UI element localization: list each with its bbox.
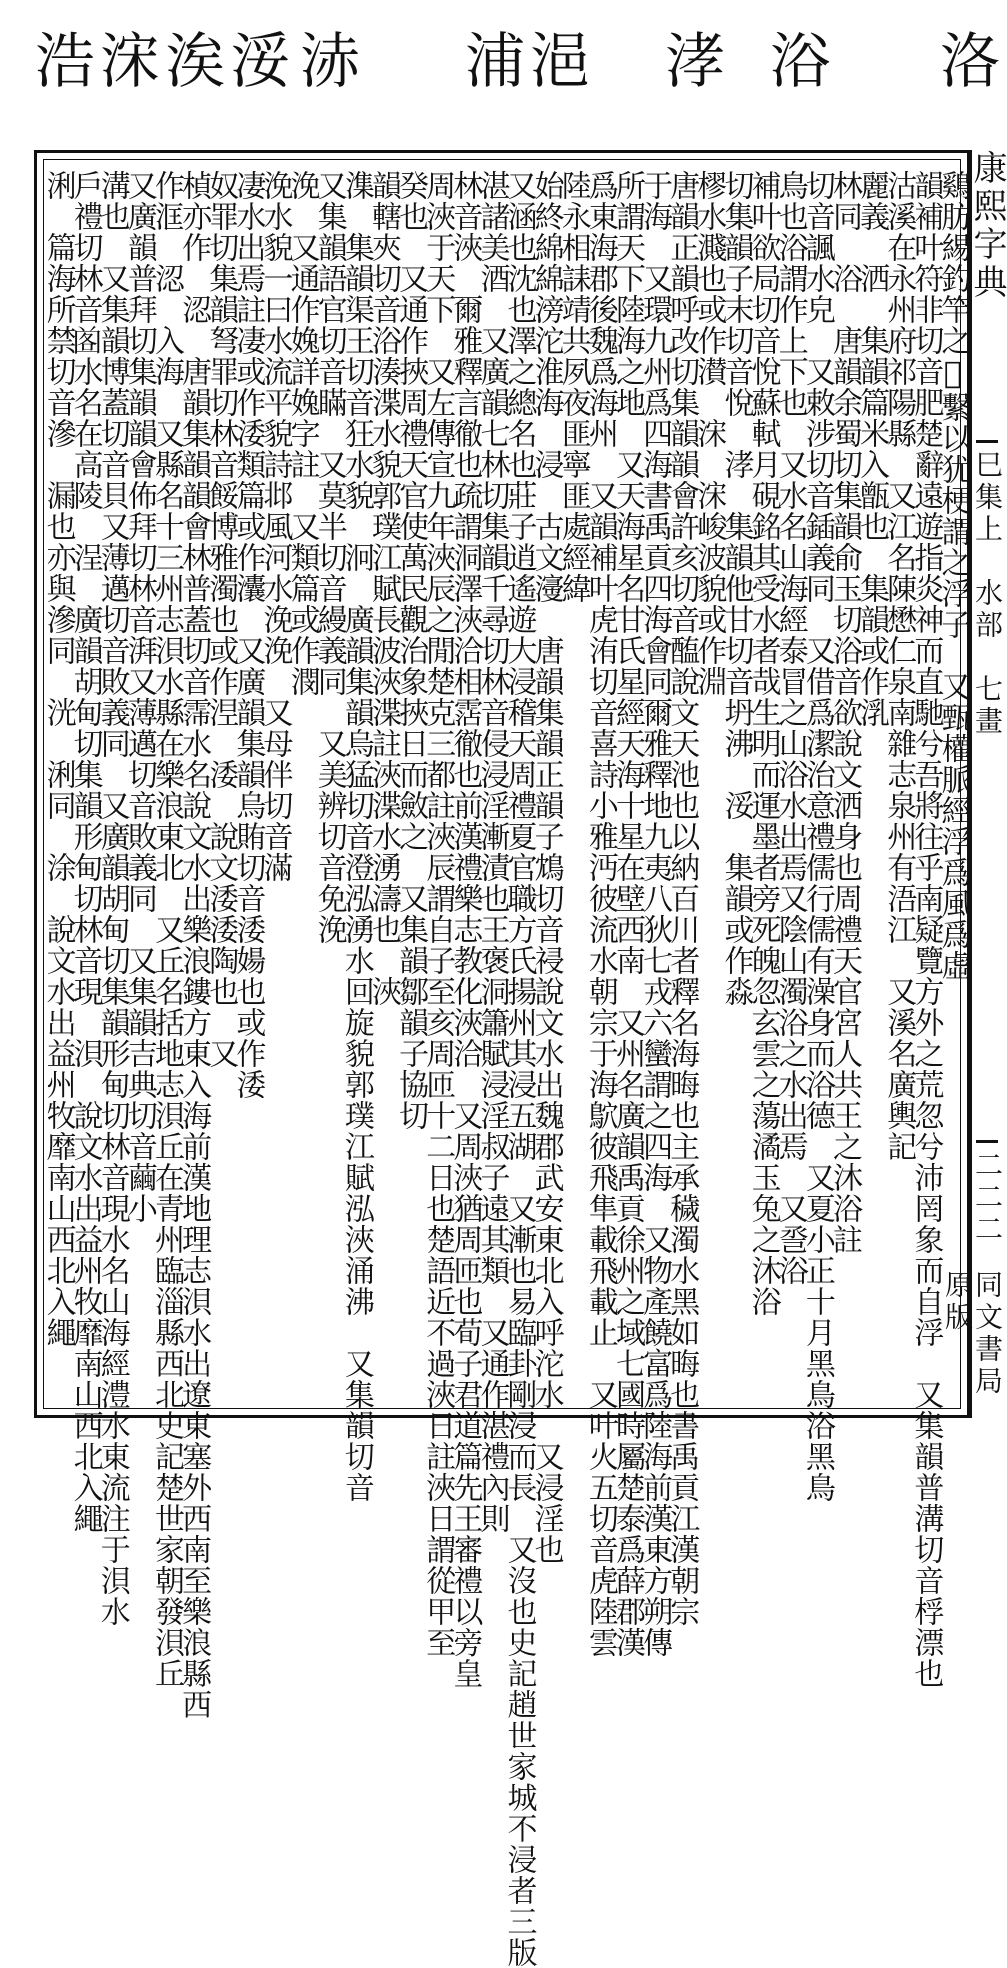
headword-4: 浥 (530, 27, 592, 97)
headword-6: 浾 (300, 27, 362, 97)
text-column: 韻轄夾切音浴湊渫水貌郭璞江賦長波浹渫註浹渫水湧濤也 浹 (365, 170, 401, 1007)
text-column: 鳥也浴謂作上下也 又水名山海經泰冒之山浴水出焉又陰山濁浴之水出焉 又巹浴 (772, 170, 808, 1286)
page-number: 二二二 (971, 1150, 1004, 1246)
text-column: 于海 又環九州爲四海書禹貢四海會同爾雅釋地九夷八狄七戎六蠻謂之四海 又物產饒富爲陸海前漢東方朔傳 (637, 170, 673, 1658)
text-column: 唐韻正韻呼改切集韻韻會許亥切音醢說文天池也以納百川者釋名海晦也主承穢濁水黑如晦也書禹貢江漢朝宗 (664, 170, 700, 1627)
text-frame (34, 150, 971, 1968)
text-column: 凄水出焉註凄或作涹類篇或作灢 又廣韻集韻烏賄切音涹婸也或作涹 (230, 170, 266, 1100)
text-column: 沽溪在永州府祁陽縣 又江名陳懋仁泉南雜志泉州有浯江 又溪名廣輿記 (881, 170, 917, 1162)
sidebar-divider (976, 440, 998, 443)
sidebar-divider (976, 1140, 998, 1143)
text-column: 切音諷水皃 又敕涉切音鍤義同 又借爲潔治意禮儒行儒有澡身而浴德 又夏小正十月黑鳥浴黑鳥 (799, 170, 835, 1503)
text-column: 林音浹 爾雅釋言徹也疏謂洞澤浹洽相霑徹也前漢禮樂志教化浹洽 又周浹猶周匝也荀子君道篇先王審禮以旁皇 (447, 170, 483, 1689)
headword-8: 涘 (165, 27, 227, 97)
text-column: 始終綿綿滂沱淮海 浸 古文濅 唐韻集韻正韻子鴆切音祲說文水出魏郡武安東北入呼沱水 又浸淫也 (528, 170, 564, 1565)
section-label: 巳集上 水部 七畫 (971, 450, 1004, 738)
text-column: 潗 集韻渠王切音狂水貌 泂 廣韻集韻烏猛切音澄泓湧水回旋貌郭璞江賦泓浹涌沸 又集韻切音 (338, 170, 374, 1503)
headword-9: 浨 (100, 27, 162, 97)
text-column: 所謂天下陸海之地 又天海星名甘氏星經天海十星在壁西南 又州名廣韻禹貢徐州之域七國時屬楚泰爲薛郡漢 (610, 170, 646, 1658)
text-column: 又廣韻普拜切集韻韻會佈拜切林音湃又薄邁切音敗義同 又集韻吉典切音繭小 (121, 170, 157, 1224)
text-column: 又集韻語官切音瞞 又莫半切音縵義同 又美辨切音免浼 (311, 170, 347, 945)
headword-5: 浦 (465, 27, 527, 97)
text-column: 補叶欲局切音悅蘇軾月硯銘其受水者哉生明而運墨者旁死魄忽玄雲之蕩潏玉兔之沐浴 (745, 170, 781, 1317)
text-column: 鷄肪緆釣竿之𫐌繫以犹梗謂之浮子 又甄權脈經浮爲風爲虛 (935, 170, 971, 981)
text-column: 爲東海郡後魏爲海州 又韻補叶虎洧切音喜詩小雅沔彼流水朝宗于海鴥彼飛隼載飛載止 又叶火五切音虎陸雲 (582, 170, 618, 1658)
text-column: 陸永相誄靖共夙夜匪寧匪處經緯 (555, 170, 591, 604)
text-column: 樛水濺也或作濽 浨 浨峻波貌或作淵 (691, 170, 727, 697)
text-column: 癸也 又通作挾周禮天官使萬民觀治象挾日而斂之 又集韻鄒韻子協切 (393, 170, 429, 1131)
text-frame-inner (40, 159, 971, 1968)
text-column: 溝也 又集韻博蓋切音貝又薄邁切音敗義同 又廣韻胡甸切集韻形甸切林音現水名山海經澧水東流注于浿水 (94, 170, 130, 1627)
text-column: 浼水貌一曰水流平貌詩邶風河水浼浼 又母伴切音滿 (257, 170, 293, 883)
text-column: 麗義 洒 集韻篇米入甑也 集韻或作㳶 (854, 170, 890, 728)
text-column: 浼 又通作婏詳婏字註 又類篇或作潣 (284, 170, 320, 697)
text-column: 作洭 涊 入海 又縣名十三州志浿水縣在樂浪東北 又丘名括地志浿丘在青州臨淄縣西北史記楚世家朝發浿丘 (149, 170, 185, 1689)
text-column: 浰 篇海所禁切音滲 漏也亦與滲同 洸 浰同 涂 說文水出益州牧靡南山西北入繩 (40, 170, 76, 1348)
headword-3: 涍 (665, 27, 727, 97)
headword-2: 浴 (770, 27, 832, 97)
publisher-label: 同文書局原版 (941, 1270, 1004, 1398)
text-column: 奴罪切集韻弩罪切林音餒博雅濁也或作𣵀 涹 說文涹涹陶也 又 (203, 170, 239, 1069)
text-column: 林同 浴 唐韻余蜀切集韻俞玉切浴音欲說文洒身也周禮天官宮人共王之沐浴註 (826, 170, 862, 1255)
text-column: 切集韻子末切音悅 涍 集韻他甘切音坍沸 浽 集韻或作淼 (718, 170, 754, 1007)
text-column: 楨亦作 涊 唐韻集韻韻會林普蓋切音霈水名說文水出樂浪鏤方東入海前漢地理志浿水出遼東塞外西南至樂浪縣西 (176, 170, 212, 1720)
headword-strip (0, 0, 1000, 140)
headword-10: 浩 (35, 27, 97, 97)
book-title: 康熙字典 (967, 150, 1007, 302)
text-column: 周浹于天下 又左傳宣九年浹辰之閒楚克三都註浹辰謂自子至亥周匝十二日也楚語近不過浹日註浹日謂從甲至 (420, 170, 456, 1658)
text-column: 韻補叶符非切音肥楚辭遠遊指炎神而直馳兮吾將往乎南疑覽方外之荒忽兮沛罔象而自浮 又集韻普溝切音桴漂也 (908, 170, 944, 1689)
text-column: 又涵也沈也澤之總名也莊子逍遙遊大浸稽天周禮夏官職方氏揚州其浸五湖 又漸也易臨卦剛浸而長 又沒也史記趙世家城不浸者三版 (501, 170, 537, 1968)
text-column: 湛諸美酒 又廣韻七林切集韻千尋切林音侵浸淫漸漬也王褒洞簫賦浸淫叔子遠其類 又通作湛禮內則 (474, 170, 510, 1534)
headword-1: 洛 (940, 27, 1002, 97)
headword-7: 浽 (230, 27, 292, 97)
text-column: 戶禮切林音𡇷水名在高陵 浧 廣韻胡甸切集韻形甸切林音現 浿 說文水出益州牧靡南山西北入繩 (67, 170, 103, 1534)
